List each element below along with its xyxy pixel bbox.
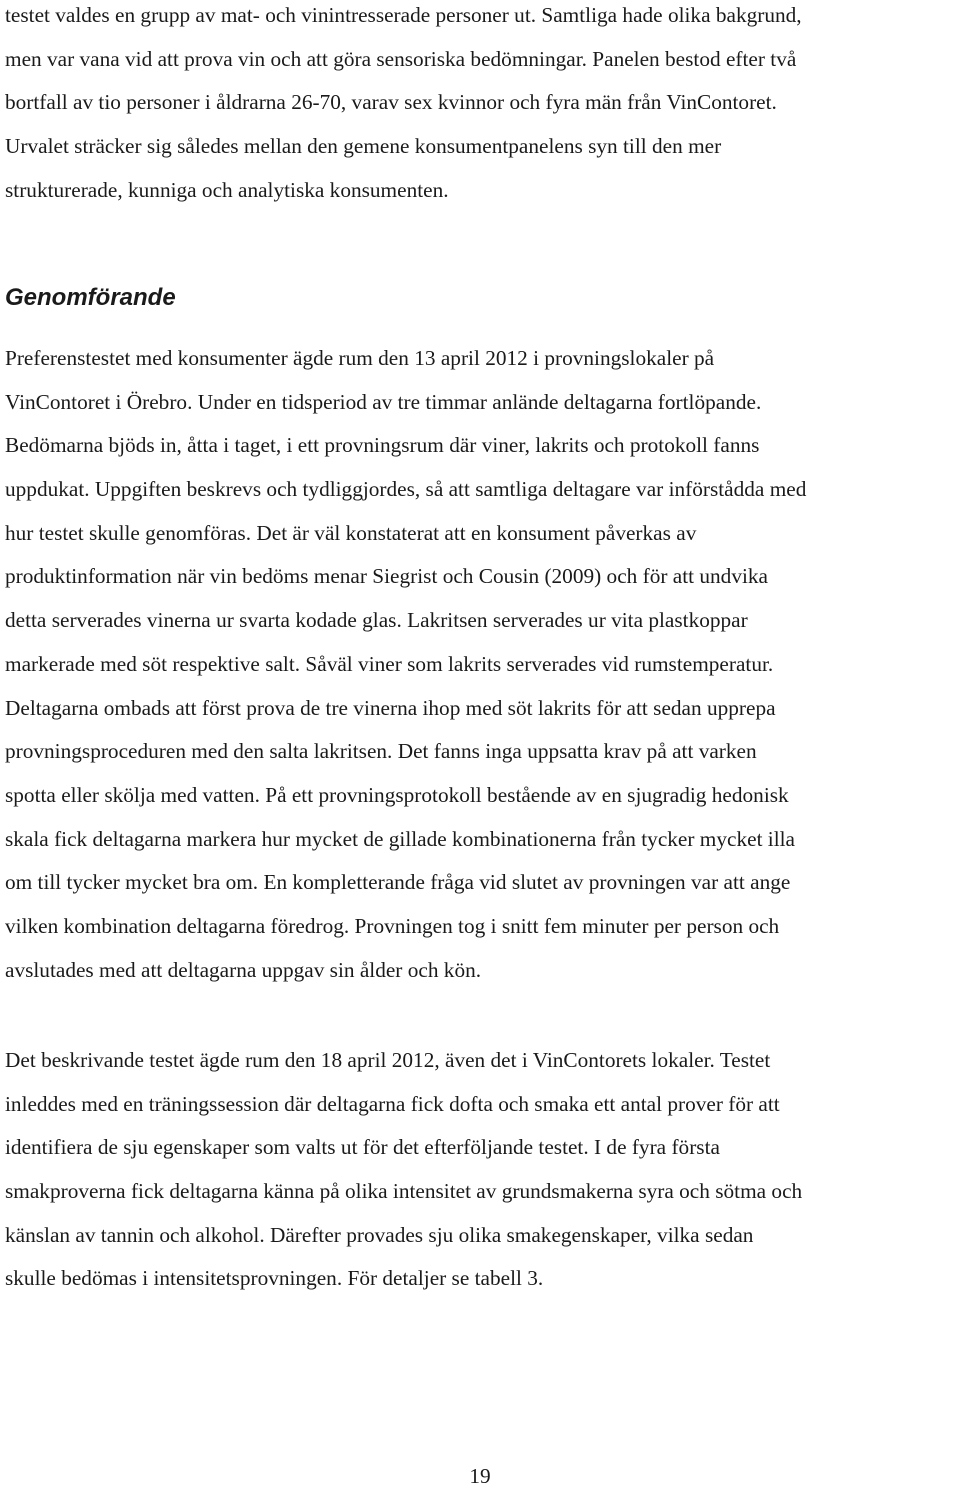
text-line: testet valdes en grupp av mat- och vinintresserade personer ut. Samtliga hade olika bakgrund, <box>5 3 802 27</box>
text-line: uppdukat. Uppgiften beskrevs och tydliggjordes, så att samtliga deltagare var införstådda med <box>5 477 807 502</box>
text-line: men var vana vid att prova vin och att göra sensoriska bedömningar. Panelen bestod efter två <box>5 46 797 71</box>
text-line: Urvalet sträcker sig således mellan den gemene konsumentpanelens syn till den mer <box>5 134 722 159</box>
paragraph-genomforande <box>5 337 806 992</box>
text-line: Det beskrivande testet ägde rum den 18 april 2012, även det i VinContorets lokaler. Testet <box>5 1048 771 1072</box>
paragraph-beskrivande <box>5 1039 802 1301</box>
text-line: detta serverades vinerna ur svarta kodade glas. Lakritsen serverades ur vita plastkoppar <box>5 608 748 633</box>
text-line: känslan av tannin och alkohol. Därefter provades sju olika smakegenskaper, vilka sedan <box>5 1222 754 1247</box>
text-line: smakproverna fick deltagarna känna på olika intensitet av grundsmakerna syra och sötma och <box>5 1179 803 1204</box>
text-line: skala fick deltagarna markera hur mycket de gillade kombinationerna från tycker mycket illa <box>5 826 796 851</box>
text-line: identifiera de sju egenskaper som valts ut för det efterföljande testet. I de fyra första <box>5 1135 720 1160</box>
text-line: Bedömarna bjöds in, åtta i taget, i ett provningsrum där viner, lakrits och protokoll fanns <box>5 433 760 458</box>
text-line: inleddes med en träningssession där deltagarna fick dofta och smaka ett antal prover för att <box>5 1091 780 1116</box>
text-line: skulle bedömas i intensitetsprovningen. För detaljer se tabell 3. <box>5 1266 544 1291</box>
text-line: VinContoret i Örebro. Under en tidsperiod av tre timmar anlände deltagarna fortlöpande. <box>5 389 762 414</box>
text-line: hur testet skulle genomföras. Det är väl konstaterat att en konsument påverkas av <box>5 520 697 545</box>
text-line: produktinformation när vin bedöms menar Siegrist och Cousin (2009) och för att undvika <box>5 564 768 589</box>
paragraph-intro <box>5 0 802 212</box>
text-line: Preferenstestet med konsumenter ägde rum den 13 april 2012 i provningslokaler på <box>5 346 715 370</box>
section-heading: Genomförande <box>5 284 176 311</box>
text-line: spotta eller skölja med vatten. På ett provningsprotokoll bestående av en sjugradig hedonisk <box>5 782 789 807</box>
text-line: om till tycker mycket bra om. En kompletterande fråga vid slutet av provningen var att ange <box>5 870 791 895</box>
text-line: avslutades med att deltagarna uppgav sin ålder och kön. <box>5 957 482 982</box>
text-line: bortfall av tio personer i åldrarna 26-70, varav sex kvinnor och fyra män från VinContoret. <box>5 90 777 115</box>
text-line: vilken kombination deltagarna föredrog. Provningen tog i snitt fem minuter per person och <box>5 913 780 938</box>
text-line: strukturerade, kunniga och analytiska konsumenten. <box>5 177 449 202</box>
text-line: markerade med söt respektive salt. Såväl viner som lakrits serverades vid rumstemperatur. <box>5 651 774 676</box>
text-line: provningsproceduren med den salta lakritsen. Det fanns inga uppsatta krav på att varken <box>5 739 757 764</box>
page-number: 19 <box>469 1464 491 1488</box>
text-line: Deltagarna ombads att först prova de tre vinerna ihop med söt lakrits för att sedan upprepa <box>5 695 776 720</box>
